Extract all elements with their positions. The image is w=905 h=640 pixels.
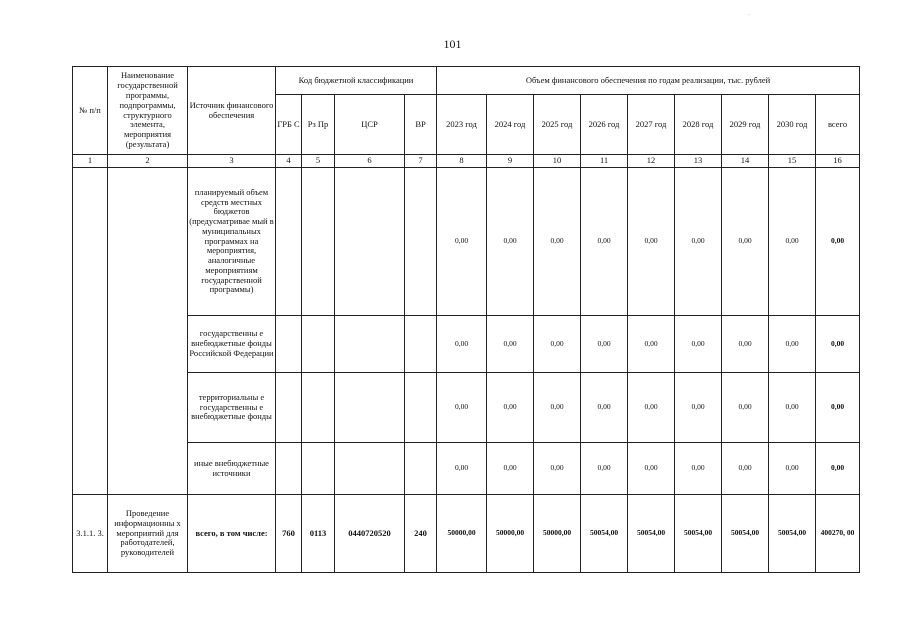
value-cell: 0,00 bbox=[534, 316, 581, 373]
header-year: 2030 год bbox=[769, 95, 816, 155]
value-cell: 0,00 bbox=[534, 443, 581, 495]
measure-total-cell: 400270, 00 bbox=[816, 495, 860, 573]
empty-cell bbox=[276, 443, 302, 495]
column-number: 16 bbox=[816, 155, 860, 168]
source-cell: государственны е внебюджетные фонды Российской Федерации bbox=[188, 316, 276, 373]
value-cell: 0,00 bbox=[437, 443, 487, 495]
measure-row bbox=[73, 495, 860, 573]
value-cell: 0,00 bbox=[437, 168, 487, 316]
column-number: 3 bbox=[188, 155, 276, 168]
measure-value-cell: 50054,00 bbox=[581, 495, 628, 573]
empty-cell bbox=[276, 316, 302, 373]
empty-cell bbox=[302, 443, 335, 495]
empty-cell bbox=[276, 168, 302, 316]
column-number: 14 bbox=[722, 155, 769, 168]
header-csr: ЦСР bbox=[335, 95, 405, 155]
column-number: 1 bbox=[73, 155, 108, 168]
value-cell: 0,00 bbox=[487, 316, 534, 373]
empty-name-cell bbox=[108, 168, 188, 495]
empty-cell bbox=[276, 373, 302, 443]
value-cell: 0,00 bbox=[487, 373, 534, 443]
value-cell: 0,00 bbox=[628, 316, 675, 373]
value-cell: 0,00 bbox=[581, 373, 628, 443]
value-cell: 0,00 bbox=[581, 168, 628, 316]
header-number: № п/п bbox=[73, 67, 108, 155]
value-cell: 0,00 bbox=[675, 373, 722, 443]
value-cell: 0,00 bbox=[628, 443, 675, 495]
empty-cell bbox=[335, 316, 405, 373]
table-row bbox=[73, 316, 860, 373]
header-year: 2027 год bbox=[628, 95, 675, 155]
measure-value-cell: 50000,00 bbox=[534, 495, 581, 573]
column-number-row bbox=[73, 155, 860, 168]
empty-cell bbox=[335, 168, 405, 316]
value-cell: 0,00 bbox=[675, 168, 722, 316]
value-cell: 0,00 bbox=[581, 443, 628, 495]
empty-cell bbox=[335, 443, 405, 495]
header-year: 2023 год bbox=[437, 95, 487, 155]
empty-cell bbox=[405, 168, 437, 316]
source-cell: иные внебюджетные источники bbox=[188, 443, 276, 495]
column-number: 15 bbox=[769, 155, 816, 168]
empty-cell bbox=[302, 168, 335, 316]
empty-cell bbox=[302, 373, 335, 443]
header-total: всего bbox=[816, 95, 860, 155]
table-row bbox=[73, 443, 860, 495]
header-year: 2028 год bbox=[675, 95, 722, 155]
total-cell: 0,00 bbox=[816, 373, 860, 443]
header-source: Источник финансового обеспечения bbox=[188, 67, 276, 155]
column-number: 6 bbox=[335, 155, 405, 168]
column-number: 12 bbox=[628, 155, 675, 168]
page-number: 101 bbox=[443, 37, 462, 51]
measure-value-cell: 50054,00 bbox=[675, 495, 722, 573]
measure-grbs: 760 bbox=[276, 495, 302, 573]
value-cell: 0,00 bbox=[628, 373, 675, 443]
empty-cell bbox=[302, 316, 335, 373]
column-number: 13 bbox=[675, 155, 722, 168]
measure-value-cell: 50054,00 bbox=[722, 495, 769, 573]
value-cell: 0,00 bbox=[769, 443, 816, 495]
measure-vr: 240 bbox=[405, 495, 437, 573]
value-cell: 0,00 bbox=[437, 373, 487, 443]
value-cell: 0,00 bbox=[628, 168, 675, 316]
column-number: 5 bbox=[302, 155, 335, 168]
header-year: 2025 год bbox=[534, 95, 581, 155]
header-vr: ВР bbox=[405, 95, 437, 155]
column-number: 7 bbox=[405, 155, 437, 168]
source-cell: территориальны е государственны е внебюджетные фонды bbox=[188, 373, 276, 443]
header-year: 2024 год bbox=[487, 95, 534, 155]
value-cell: 0,00 bbox=[769, 168, 816, 316]
header-year: 2026 год bbox=[581, 95, 628, 155]
source-cell: планируемый объем средств местных бюджетов (предусматривае мый в муниципальных программах на мероприятия, аналогичные мероприятиям государственной программы) bbox=[188, 168, 276, 316]
table-row bbox=[73, 373, 860, 443]
column-number: 9 bbox=[487, 155, 534, 168]
empty-cell bbox=[405, 443, 437, 495]
measure-source: всего, в том числе: bbox=[188, 495, 276, 573]
measure-value-cell: 50000,00 bbox=[437, 495, 487, 573]
scan-mark: - bbox=[748, 12, 750, 18]
measure-value-cell: 50000,00 bbox=[487, 495, 534, 573]
value-cell: 0,00 bbox=[722, 373, 769, 443]
value-cell: 0,00 bbox=[722, 316, 769, 373]
value-cell: 0,00 bbox=[534, 168, 581, 316]
header-financing: Объем финансового обеспечения по годам реализации, тыс. рублей bbox=[437, 67, 860, 95]
empty-cell bbox=[405, 373, 437, 443]
value-cell: 0,00 bbox=[769, 373, 816, 443]
total-cell: 0,00 bbox=[816, 168, 860, 316]
header-name: Наименование государственной программы, подпрограммы, структурного элемента, мероприятия (результата) bbox=[108, 67, 188, 155]
header-budget-code: Код бюджетной классификации bbox=[276, 67, 437, 95]
value-cell: 0,00 bbox=[437, 316, 487, 373]
column-number: 4 bbox=[276, 155, 302, 168]
total-cell: 0,00 bbox=[816, 443, 860, 495]
value-cell: 0,00 bbox=[675, 316, 722, 373]
total-cell: 0,00 bbox=[816, 316, 860, 373]
header-rzpr: Рз Пр bbox=[302, 95, 335, 155]
column-number: 8 bbox=[437, 155, 487, 168]
empty-cell bbox=[335, 373, 405, 443]
measure-number: 3.1.1. 3. bbox=[73, 495, 108, 573]
column-number: 10 bbox=[534, 155, 581, 168]
value-cell: 0,00 bbox=[487, 168, 534, 316]
header-grbs: ГРБ С bbox=[276, 95, 302, 155]
value-cell: 0,00 bbox=[487, 443, 534, 495]
value-cell: 0,00 bbox=[534, 373, 581, 443]
budget-table bbox=[72, 66, 860, 573]
value-cell: 0,00 bbox=[769, 316, 816, 373]
measure-name: Проведение информационны х мероприятий для работодателей, руководителей bbox=[108, 495, 188, 573]
column-number: 11 bbox=[581, 155, 628, 168]
value-cell: 0,00 bbox=[722, 168, 769, 316]
header-year: 2029 год bbox=[722, 95, 769, 155]
value-cell: 0,00 bbox=[581, 316, 628, 373]
empty-cell bbox=[405, 316, 437, 373]
measure-value-cell: 50054,00 bbox=[769, 495, 816, 573]
column-number: 2 bbox=[108, 155, 188, 168]
measure-rzpr: 0113 bbox=[302, 495, 335, 573]
value-cell: 0,00 bbox=[675, 443, 722, 495]
measure-value-cell: 50054,00 bbox=[628, 495, 675, 573]
header-row bbox=[73, 67, 860, 95]
value-cell: 0,00 bbox=[722, 443, 769, 495]
table-row bbox=[73, 168, 860, 316]
measure-csr: 0440720520 bbox=[335, 495, 405, 573]
empty-number-cell bbox=[73, 168, 108, 495]
